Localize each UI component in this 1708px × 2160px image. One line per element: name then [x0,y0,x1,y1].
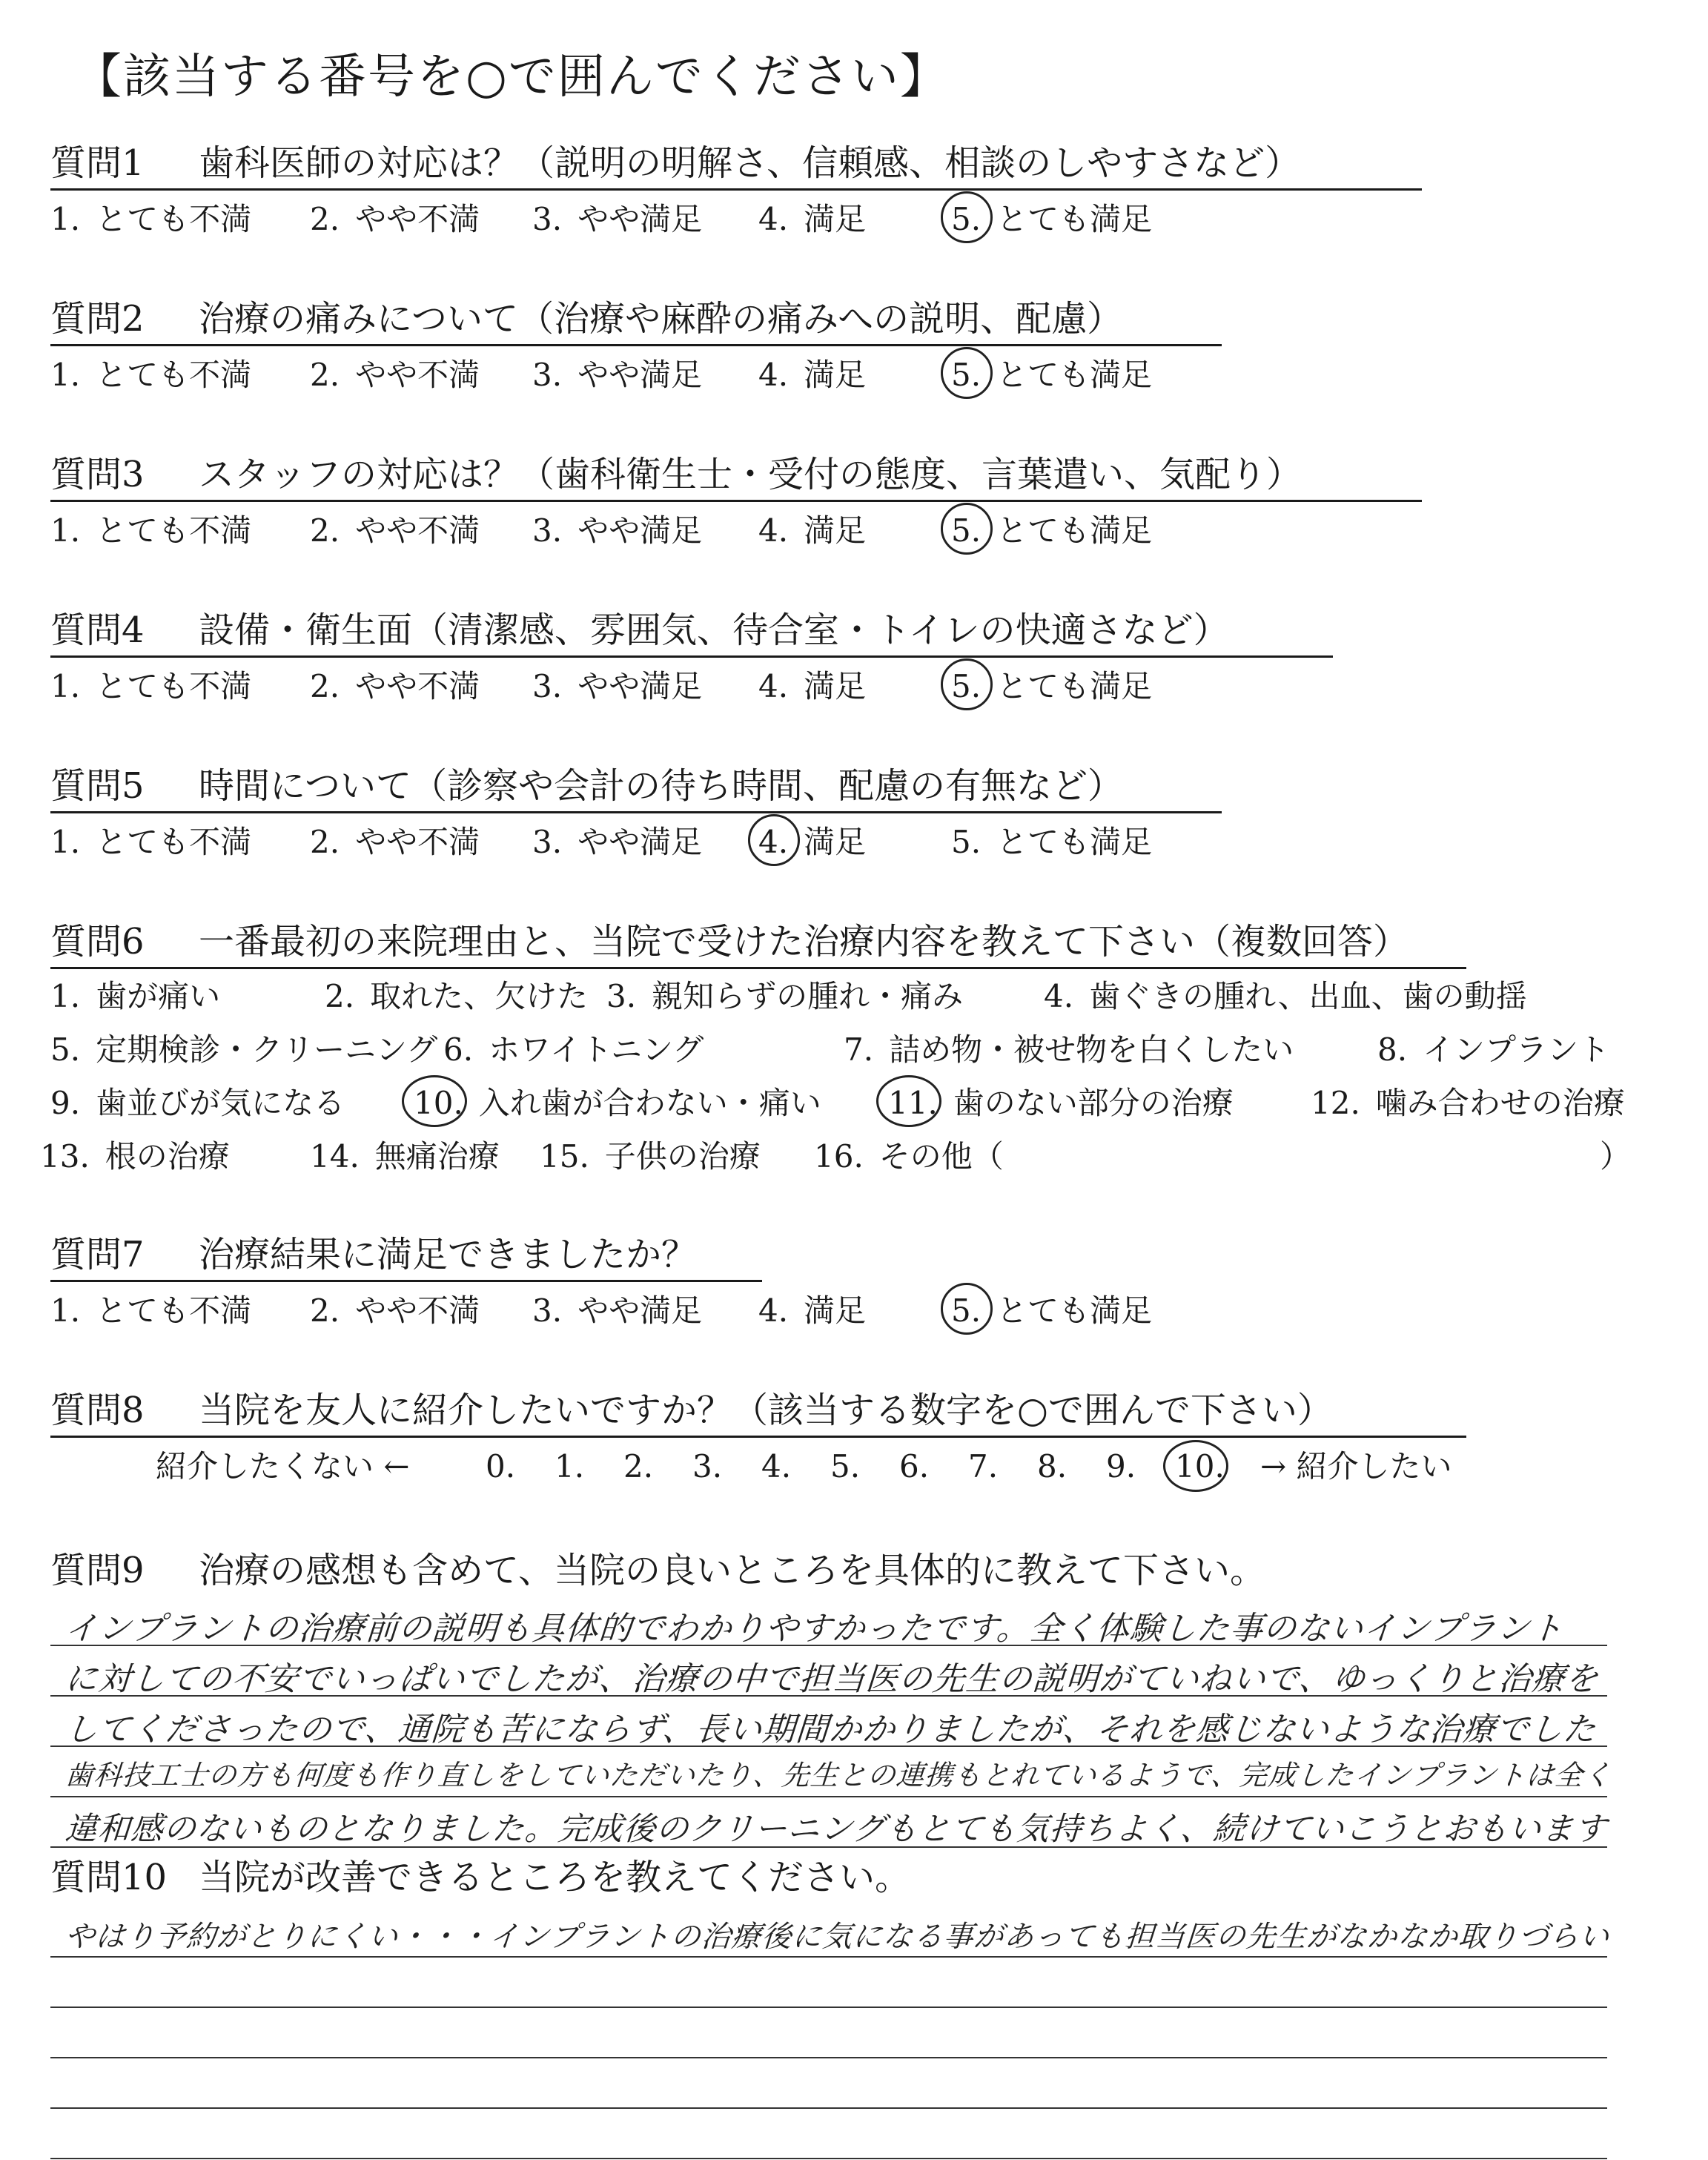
option-number: 1. [50,978,81,1014]
question-underline [50,1436,1466,1438]
q6-option[interactable] [1600,1133,1631,1180]
option-number: 4. [758,357,789,393]
question-label: 質問4 [50,610,145,651]
handwritten-text: に対しての不安でいっぱいでしたが、治療の中で担当医の先生の説明がていねいで、ゆっくりと治療を [63,1660,1601,1698]
rating-option[interactable] [951,819,1152,866]
question-label: 質問8 [50,1390,145,1431]
question-9-heading [50,1547,1265,1597]
option-number: 6. [443,1031,474,1068]
question-text: 歯科医師の対応は？（説明の明解さ、信頼感、相談のしやすさなど） [199,142,1301,184]
option-label: とても満足 [981,512,1153,549]
option-number: 11. [888,1080,938,1127]
option-number: 9. [50,1085,81,1121]
handwritten-text: インプラントの治療前の説明も具体的でわかりやすかったです。全く体験した事のないインプラント [63,1610,1565,1648]
selected-circle [748,814,800,866]
question-7-heading [50,1231,697,1281]
scale-value[interactable]: 10. [1175,1443,1225,1490]
scale-value[interactable]: 7. [968,1448,999,1484]
option-number: 3. [532,1292,563,1329]
question-2-heading [50,295,1122,346]
option-label: やや満足 [562,824,703,860]
question-3 [50,451,1681,555]
option-number: 2. [310,512,340,549]
question-1 [50,139,1681,243]
answer-line [50,2107,1607,2109]
option-label: やや満足 [562,357,703,393]
option-number: 5. [951,824,982,860]
option-number: 2. [310,201,340,237]
option-label: とても不満 [80,201,252,237]
q6-option[interactable] [1311,1080,1625,1127]
question-label: 質問2 [50,298,145,340]
option-label: 入れ歯が合わない・痛い [463,1085,821,1121]
option-label: とても不満 [80,824,252,860]
question-text: 治療の感想も含めて、当院の良いところを具体的に教えて下さい。 [199,1550,1266,1591]
option-label: やや満足 [562,668,703,704]
handwritten-text: してくださったので、通院も苦にならず、長い期間かかりましたが、それを感じないような治療でした [63,1711,1598,1748]
q6-option[interactable] [50,1080,345,1127]
rating-option[interactable] [310,663,480,710]
option-number: 1. [50,357,81,393]
question-underline [50,188,1422,191]
rating-option[interactable] [50,351,251,399]
scale-value[interactable]: 0. [486,1448,516,1484]
question-underline [50,655,1333,658]
question-text: 一番最初の来院理由と、当院で受けた治療内容を教えて下さい（複数回答） [199,921,1409,962]
answer-line [50,1796,1607,1797]
option-label: 満足 [788,357,867,393]
question-7 [50,1231,1681,1335]
rating-option[interactable] [758,507,866,555]
question-text: 治療の痛みについて（治療や麻酔の痛みへの説明、配慮） [199,298,1123,340]
rating-option[interactable] [951,1287,1152,1335]
question-5-heading [50,762,1123,813]
question-text: 時間について（診察や会計の待ち時間、配慮の有無など） [199,765,1124,807]
option-number: 2. [310,357,340,393]
option-number: 5. [951,1287,981,1335]
question-label: 質問7 [50,1234,145,1275]
option-label: やや不満 [340,1292,480,1329]
option-label: とても不満 [80,357,252,393]
question-4 [50,607,1681,710]
answer-line [50,2158,1607,2159]
rating-option[interactable] [758,1287,866,1335]
question-2 [50,295,1681,399]
option-label: 取れた、欠けた [354,978,589,1014]
q6-option[interactable] [443,1026,704,1074]
question-1-heading [50,139,1300,190]
option-label: とても満足 [981,1292,1153,1329]
option-number: 7. [844,1031,874,1068]
option-label: とても満足 [981,201,1153,237]
option-number: 1. [50,512,81,549]
scale-value[interactable]: 6. [899,1448,930,1484]
option-number: 3. [532,201,563,237]
option-number: 4. [758,201,789,237]
rating-option[interactable] [951,507,1152,555]
option-label: 歯並びが気になる [80,1085,345,1121]
option-number: 12. [1311,1085,1360,1121]
question-5 [50,762,1681,866]
rating-option[interactable] [310,1287,480,1335]
handwritten-text: 歯科技工士の方も何度も作り直しをしていただいたり、先生との連携もとれているようで、完成したインプラントは全く [64,1759,1614,1791]
scale-value[interactable]: 8. [1037,1448,1068,1484]
option-label: 満足 [788,201,867,237]
question-text: 設備・衛生面（清潔感、雰囲気、待合室・トイレの快適さなど） [199,610,1229,651]
selected-circle [941,347,993,399]
scale-value[interactable]: 1. [555,1448,585,1484]
q6-option[interactable] [414,1080,821,1127]
selected-circle [941,1283,993,1335]
question-6 [50,918,1681,968]
rating-options [50,507,1681,555]
rating-option[interactable] [310,819,480,866]
question-label: 質問1 [50,142,145,184]
option-label: とても満足 [981,668,1153,704]
option-number: 1. [50,1292,81,1329]
question-10-heading [50,1854,910,1904]
option-label: 満足 [788,824,867,860]
option-number: 5. [951,507,981,555]
rating-option[interactable] [532,663,702,710]
question-underline [50,500,1422,502]
option-number: 16. [814,1138,864,1175]
scale-right-label: → 紹介したい [1260,1448,1452,1484]
rating-options [50,663,1681,710]
option-number: 1. [50,824,81,860]
option-number: 1. [50,668,81,704]
option-label: 満足 [788,668,867,704]
rating-option[interactable] [951,196,1152,243]
option-number: 5. [951,351,981,399]
question-text: 治療結果に満足できましたか？ [199,1234,698,1275]
option-number: 4. [758,668,789,704]
selected-circle [941,503,993,555]
question-label: 質問6 [50,921,145,962]
option-number: 4. [758,819,788,866]
q6-option[interactable] [606,973,963,1020]
q6-options [40,973,1681,1188]
rating-option[interactable] [758,196,866,243]
option-number: 3. [532,824,563,860]
question-label: 質問10 [50,1857,168,1898]
question-text: 当院が改善できるところを教えてください。 [199,1857,911,1898]
option-number: 2. [310,668,340,704]
option-number: 4. [758,512,789,549]
option-label: やや不満 [340,357,480,393]
option-number: 15. [540,1138,589,1175]
option-label: とても満足 [981,824,1153,860]
rating-option[interactable] [50,507,251,555]
option-label: とても満足 [981,357,1153,393]
scale-value[interactable]: 3. [692,1448,723,1484]
rating-option[interactable] [310,351,480,399]
question-4-heading [50,607,1229,657]
rating-option[interactable] [758,663,866,710]
option-number: 2. [325,978,355,1014]
option-number: 10. [414,1080,463,1127]
rating-option[interactable] [50,1287,251,1335]
option-label: 満足 [788,1292,867,1329]
rating-option[interactable] [532,351,702,399]
rating-options [50,196,1681,243]
answer-line [50,2057,1607,2058]
option-label: やや満足 [562,512,703,549]
option-label: 定期検診・クリーニング [80,1031,438,1068]
scale-value[interactable]: 4. [761,1448,792,1484]
q6-option[interactable] [310,1133,500,1180]
option-number: 1. [50,201,81,237]
q6-option[interactable] [1377,1026,1609,1074]
answer-line [50,2007,1607,2008]
option-label: やや満足 [562,1292,703,1329]
scale-value[interactable]: 5. [830,1448,861,1484]
handwritten-text: 違和感のないものとなりました。完成後のクリーニングもとても気持ちよく、続けていこうとおもいます [63,1811,1609,1848]
question-text: 当院を友人に紹介したいですか？（該当する数字を○で囲んで下さい） [199,1390,1333,1431]
rating-options [50,1287,1681,1335]
q6-option[interactable] [50,1026,437,1074]
option-label: やや不満 [340,201,480,237]
rating-option[interactable] [310,507,480,555]
handwritten-text: やはり予約がとりにくい・・・インプラントの治療後に気になる事があっても担当医の先生がなかなか取りづらい [64,1920,1611,1954]
selected-circle [1163,1440,1228,1492]
rating-option[interactable] [532,819,702,866]
question-6-heading [50,918,1409,968]
question-label: 質問9 [50,1550,145,1591]
option-label: その他（ [863,1138,1004,1175]
option-label: とても不満 [80,668,252,704]
option-number: 13. [40,1138,90,1175]
option-number: 3. [606,978,637,1014]
question-text: スタッフの対応は？（歯科衛生士・受付の態度、言葉遣い、気配り） [199,454,1302,495]
question-underline [50,344,1222,346]
option-label: 歯のない部分の治療 [937,1085,1234,1121]
option-number: 3. [532,357,563,393]
rating-option[interactable] [951,351,1152,399]
rating-option[interactable] [50,196,251,243]
option-label: 歯ぐきの腫れ、出血、歯の動揺 [1073,978,1527,1014]
q6-option[interactable] [814,1133,1004,1180]
option-label: 詰め物・被せ物を白くしたい [873,1031,1294,1068]
recommend-scale [0,1443,1708,1495]
scale-value[interactable]: 9. [1106,1448,1136,1484]
option-number: 5. [951,196,981,243]
q6-option[interactable] [888,1080,1234,1127]
rating-option[interactable] [532,196,702,243]
question-10 [50,1854,1681,1904]
rating-option[interactable] [532,1287,702,1335]
q6-option[interactable] [540,1133,761,1180]
rating-options [50,351,1681,399]
option-label: ホワイトニング [473,1031,704,1068]
q6-option[interactable] [40,1133,230,1180]
rating-option[interactable] [50,663,251,710]
option-label: 親知らずの腫れ・痛み [636,978,964,1014]
option-number: 8. [1377,1031,1408,1068]
question-label: 質問5 [50,765,145,807]
rating-options [50,819,1681,866]
question-8 [50,1387,1681,1437]
option-label: 歯が痛い [80,978,221,1014]
selected-circle [876,1075,941,1127]
scale-left-label: 紹介したくない ← [156,1448,410,1484]
option-label: やや不満 [340,668,480,704]
rating-option[interactable] [758,819,866,866]
option-label: やや不満 [340,824,480,860]
q6-option[interactable] [844,1026,1294,1074]
option-label: やや満足 [562,201,703,237]
option-label: インプラント [1407,1031,1610,1068]
option-number: 5. [50,1031,81,1068]
option-label: 噛み合わせの治療 [1360,1085,1625,1121]
question-8-heading [50,1387,1333,1437]
rating-option[interactable] [758,351,866,399]
option-number: 14. [310,1138,360,1175]
rating-option[interactable] [951,663,1152,710]
q6-option[interactable] [325,973,588,1020]
selected-circle [941,191,993,243]
question-9 [50,1547,1681,1597]
question-3-heading [50,451,1302,501]
question-underline [50,967,1466,969]
question-label: 質問3 [50,454,145,495]
option-number: 3. [532,512,563,549]
option-label: 無痛治療 [359,1138,500,1175]
selected-circle [941,658,993,710]
rating-option[interactable] [310,196,480,243]
option-number: 5. [951,663,981,710]
option-label: ） [1600,1138,1632,1175]
option-label: とても不満 [80,512,252,549]
option-label: 根の治療 [89,1138,230,1175]
option-number: 3. [532,668,563,704]
option-number: 2. [310,824,340,860]
scale-value[interactable]: 2. [623,1448,654,1484]
option-label: 子供の治療 [589,1138,761,1175]
option-label: 満足 [788,512,867,549]
form-title: 【該当する番号を○で囲んでください】 [74,50,949,105]
q6-option[interactable] [50,973,220,1020]
selected-circle [402,1075,467,1127]
option-label: やや不満 [340,512,480,549]
rating-option[interactable] [50,819,251,866]
question-underline [50,1280,762,1282]
q6-option[interactable] [1044,973,1527,1020]
answer-line [50,1956,1607,1958]
option-number: 4. [758,1292,789,1329]
rating-option[interactable] [532,507,702,555]
option-label: とても不満 [80,1292,252,1329]
option-number: 4. [1044,978,1074,1014]
question-underline [50,811,1222,813]
option-number: 2. [310,1292,340,1329]
